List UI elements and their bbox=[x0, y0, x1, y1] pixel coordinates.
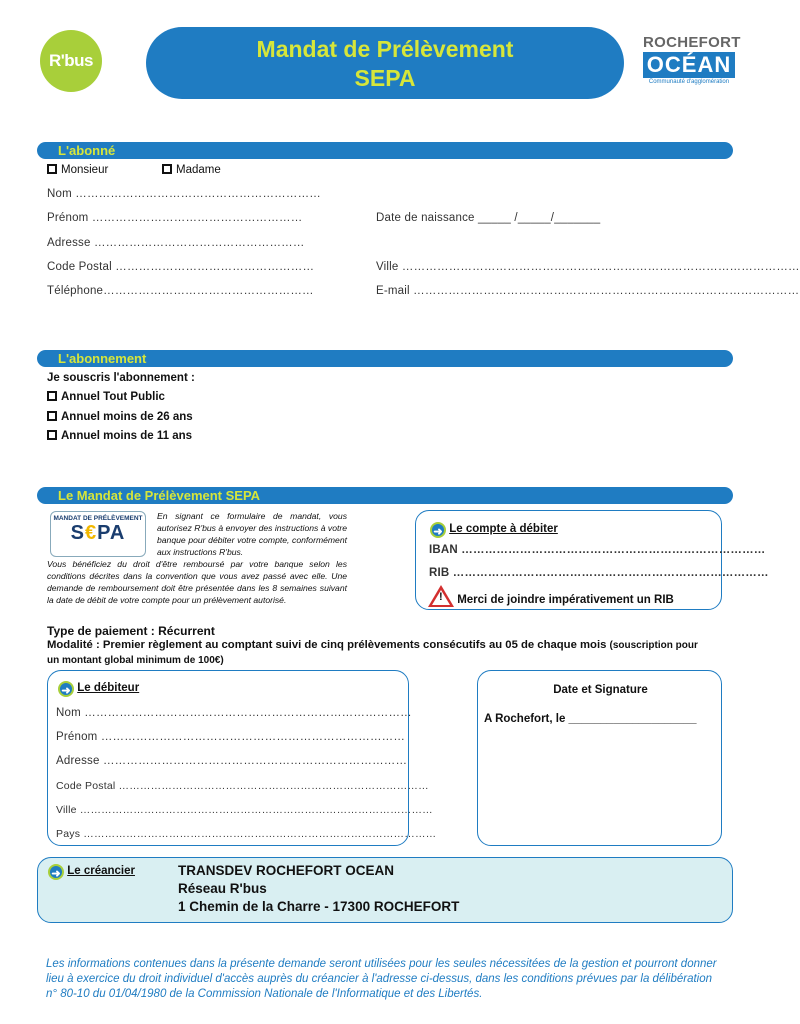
sepa-logo-caption: MANDAT DE PRÉLÈVEMENT bbox=[53, 515, 143, 522]
logo-rochefort-text: ROCHEFORT bbox=[643, 34, 741, 51]
rochefort-ocean-logo bbox=[643, 34, 741, 92]
debiteur-title: ➜ Le débiteur bbox=[58, 681, 139, 697]
section-mandat-header: Le Mandat de Prélèvement SEPA bbox=[37, 487, 733, 504]
creancier-network: Réseau R'bus bbox=[178, 881, 267, 896]
arrow-right-icon: ➜ bbox=[58, 681, 74, 697]
field-date-naissance[interactable]: Date de naissance _____ /_____/_______ bbox=[376, 212, 601, 224]
field-ville[interactable]: Ville ………………………………………………………………………………………… bbox=[376, 261, 800, 273]
rbus-logo: R'bus bbox=[40, 30, 102, 92]
rib-warning bbox=[428, 585, 674, 607]
checkbox-madame[interactable] bbox=[162, 164, 221, 176]
checkbox-box[interactable] bbox=[47, 411, 57, 421]
debiteur-pays[interactable]: Pays ……………………………………………………………………………………… bbox=[56, 828, 437, 840]
field-code-postal[interactable]: Code Postal …………………………………………… bbox=[47, 261, 315, 273]
field-prenom[interactable]: Prénom ……………………………………………… bbox=[47, 212, 303, 224]
signature-place[interactable]: A Rochefort, le ____________________ bbox=[484, 713, 697, 725]
arrow-right-icon: ➜ bbox=[48, 864, 64, 880]
logo-sub-text: Communauté d'agglomération bbox=[648, 79, 730, 85]
option-moins-11[interactable] bbox=[47, 430, 192, 442]
creancier-panel bbox=[37, 857, 733, 923]
checkbox-box[interactable] bbox=[47, 391, 57, 401]
warning-text: Merci de joindre impérativement un RIB bbox=[457, 594, 674, 606]
option-label: Annuel moins de 26 ans bbox=[61, 411, 193, 423]
option-label: Annuel moins de 11 ans bbox=[61, 430, 193, 442]
type-paiement: Type de paiement : Récurrent bbox=[47, 624, 215, 638]
modalite-note-2: un montant global minimum de 100€) bbox=[47, 655, 224, 666]
modalite-note-1: (souscription pour bbox=[609, 640, 698, 651]
debiteur-code-postal[interactable]: Code Postal …………………………………………………………………………… bbox=[56, 780, 429, 792]
debiteur-adresse[interactable]: Adresse …………………………………………………………………… bbox=[56, 755, 408, 767]
title-line-2: SEPA bbox=[354, 65, 416, 91]
sepa-logo bbox=[50, 511, 146, 557]
modalite bbox=[47, 638, 737, 668]
checkbox-monsieur[interactable] bbox=[47, 164, 108, 176]
option-moins-26[interactable] bbox=[47, 411, 193, 423]
title-line-1: Mandat de Prélèvement bbox=[256, 36, 514, 62]
checkbox-box[interactable] bbox=[162, 164, 172, 174]
compte-panel bbox=[415, 510, 769, 610]
field-telephone[interactable]: Téléphone……………………………………………… bbox=[47, 285, 314, 297]
section-abonnement-header: L'abonnement bbox=[37, 350, 733, 367]
mandat-text-2: Vous bénéficiez du droit d'être remboursé par votre banque selon les conditions décrites dans la convention que vous avez passé avec elle. Une demande de remboursement doit être présentée dans les 8 semaines suivant la date de débit de votre compte pour un prélèvement autorisé. bbox=[47, 559, 347, 605]
field-nom[interactable]: Nom ……………………………………………………… bbox=[47, 188, 321, 200]
field-rib[interactable]: RIB ……………………………………………………………………… bbox=[429, 567, 769, 579]
warning-icon: ! bbox=[428, 585, 454, 607]
modalite-label: Modalité : Premier règlement au comptant suivi de cinq prélèvements consécutifs au 05 de chaque mois bbox=[47, 639, 610, 651]
arrow-right-icon: ➜ bbox=[430, 522, 446, 538]
checkbox-box[interactable] bbox=[47, 164, 57, 174]
field-iban[interactable]: IBAN …………………………………………………………………… bbox=[429, 544, 766, 556]
option-tout-public[interactable] bbox=[47, 391, 165, 403]
logo-ocean-text: OCÉAN bbox=[643, 52, 735, 78]
debiteur-prenom[interactable]: Prénom …………………………………………………………………… bbox=[56, 731, 406, 743]
checkbox-label: Madame bbox=[176, 164, 221, 176]
checkbox-box[interactable] bbox=[47, 430, 57, 440]
page-title bbox=[146, 27, 624, 99]
legal-footer: Les informations contenues dans la présente demande seront utilisées pour les seules nécessitées de la gestion et pourront donner lieu à exercice du droit individuel d'accès auprès du créancier à l'adresse ci-dessus, dans les conditions prévues par la délibération n° 80-10 du 01/04/1980 de la Commission Nationale de l'Informatique et des Libertés. bbox=[46, 958, 717, 1000]
checkbox-label: Monsieur bbox=[61, 164, 109, 176]
abonnement-intro: Je souscris l'abonnement : bbox=[47, 372, 195, 384]
signature-panel[interactable] bbox=[477, 670, 722, 846]
creancier-address: 1 Chemin de la Charre - 17300 ROCHEFORT bbox=[178, 899, 460, 914]
debiteur-ville[interactable]: Ville ……………………………………………………………………………………… bbox=[56, 804, 433, 816]
signature-title: Date et Signature bbox=[553, 684, 648, 696]
section-abonne-header: L'abonné bbox=[37, 142, 733, 159]
field-adresse[interactable]: Adresse ……………………………………………… bbox=[47, 237, 305, 249]
option-label: Annuel Tout Public bbox=[61, 391, 165, 403]
creancier-title: ➜ Le créancier bbox=[48, 864, 135, 880]
creancier-name: TRANSDEV ROCHEFORT OCEAN bbox=[178, 863, 395, 878]
compte-title: ➜ Le compte à débiter bbox=[430, 522, 558, 538]
debiteur-panel bbox=[47, 670, 437, 846]
sepa-logo-wordmark: S€PA bbox=[70, 522, 126, 544]
mandat-text-1: En signant ce formulaire de mandat, vous autorisez R'bus à envoyer des instructions à votre banque pour débiter votre compte, conformément aux instructions R'bus. bbox=[157, 511, 347, 557]
debiteur-nom[interactable]: Nom ………………………………………………………………………… bbox=[56, 707, 412, 719]
field-email[interactable]: E-mail ……………………………………………………………………………………… bbox=[376, 285, 800, 297]
